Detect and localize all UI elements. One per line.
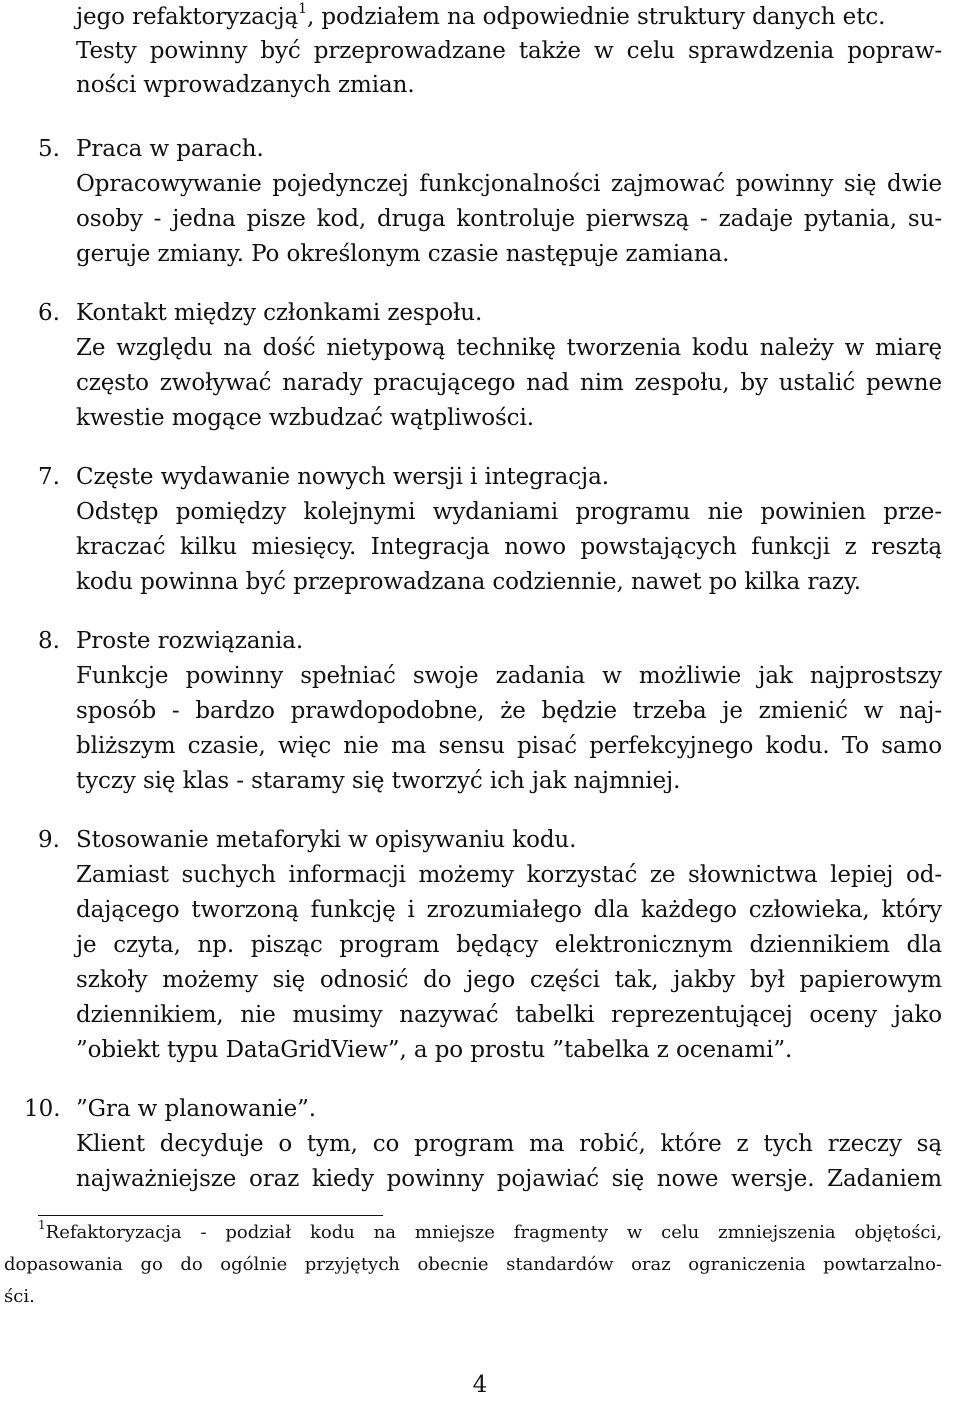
item-title: Stosowanie metaforyki w opisywaniu kodu. bbox=[76, 827, 577, 853]
item-line: sposób - bardzo prawdopodobne, że będzie trzeba je zmienić w naj- bbox=[76, 698, 942, 724]
footnote-rule bbox=[38, 1215, 383, 1216]
item-number: 5. bbox=[38, 136, 60, 162]
page-number: 4 bbox=[472, 1372, 488, 1398]
item-line: Klient decyduje o tym, co program ma robić, które z tych rzeczy są bbox=[76, 1131, 942, 1157]
item-line: Funkcje powinny spełniać swoje zadania w możliwie jak najprostszy bbox=[76, 663, 942, 689]
item-number: 9. bbox=[38, 827, 60, 853]
item-line: kwestie mogące wzbudzać wątpliwości. bbox=[76, 405, 534, 431]
footnote-line-1 bbox=[38, 1217, 942, 1249]
item-line: ”obiekt typu DataGridView”, a po prostu ”tabelka z ocenami”. bbox=[76, 1037, 793, 1063]
intro-text: , podziałem na odpowiednie struktury danych etc. bbox=[306, 4, 886, 30]
item-number: 8. bbox=[38, 628, 60, 654]
item-line: Ze względu na dość nietypową technikę tworzenia kodu należy w miarę bbox=[76, 335, 942, 361]
footnote-reference[interactable]: 1 bbox=[298, 1, 307, 18]
footnote-line-2: dopasowania go do ogólnie przyjętych obecnie standardów oraz ograniczenia powtarzalno- bbox=[4, 1254, 942, 1275]
footnote-text: Refaktoryzacja - podział kodu na mniejsze fragmenty w celu zmniejszenia objętości, bbox=[45, 1222, 942, 1243]
intro-line-1 bbox=[76, 0, 885, 34]
item-number: 6. bbox=[38, 300, 60, 326]
footnote-mark: 1 bbox=[38, 1218, 46, 1232]
item-line: najważniejsze oraz kiedy powinny pojawiać się nowe wersje. Zadaniem bbox=[76, 1166, 942, 1192]
item-title: ”Gra w planowanie”. bbox=[76, 1096, 316, 1122]
item-number: 10. bbox=[24, 1096, 61, 1122]
footnote-line-3: ści. bbox=[4, 1286, 35, 1307]
item-line: dającego tworzoną funkcję i zrozumiałego dla każdego człowieka, który bbox=[76, 897, 942, 923]
item-title: Proste rozwiązania. bbox=[76, 628, 304, 654]
item-title: Kontakt między członkami zespołu. bbox=[76, 300, 483, 326]
item-line: tyczy się klas - staramy się tworzyć ich jak najmniej. bbox=[76, 768, 681, 794]
intro-text: jego refaktoryzacją bbox=[76, 4, 299, 30]
item-line: Opracowywanie pojedynczej funkcjonalności zajmować powinny się dwie bbox=[76, 171, 942, 197]
item-line: często zwoływać narady pracującego nad nim zespołu, by ustalić pewne bbox=[76, 370, 942, 396]
item-number: 7. bbox=[38, 464, 60, 490]
item-line: Odstęp pomiędzy kolejnymi wydaniami programu nie powinien prze- bbox=[76, 499, 942, 525]
item-line: geruje zmiany. Po określonym czasie następuje zamiana. bbox=[76, 241, 730, 267]
item-line: Zamiast suchych informacji możemy korzystać ze słownictwa lepiej od- bbox=[76, 862, 942, 888]
item-line: szkoły możemy się odnosić do jego części tak, jakby był papierowym bbox=[76, 967, 942, 993]
intro-line-2: Testy powinny być przeprowadzane także w celu sprawdzenia popraw- bbox=[76, 38, 942, 64]
item-title: Częste wydawanie nowych wersji i integracja. bbox=[76, 464, 609, 490]
item-line: dziennikiem, nie musimy nazywać tabelki reprezentującej oceny jako bbox=[76, 1002, 942, 1028]
item-line: je czyta, np. pisząc program będący elektronicznym dziennikiem dla bbox=[76, 932, 942, 958]
item-line: kodu powinna być przeprowadzana codziennie, nawet po kilka razy. bbox=[76, 569, 861, 595]
item-line: bliższym czasie, więc nie ma sensu pisać perfekcyjnego kodu. To samo bbox=[76, 733, 942, 759]
item-line: kraczać kilku miesięcy. Integracja nowo powstających funkcji z resztą bbox=[76, 534, 942, 560]
intro-line-3: ności wprowadzanych zmian. bbox=[76, 72, 415, 98]
item-line: osoby - jedna pisze kod, druga kontroluje pierwszą - zadaje pytania, su- bbox=[76, 206, 942, 232]
item-title: Praca w parach. bbox=[76, 136, 264, 162]
